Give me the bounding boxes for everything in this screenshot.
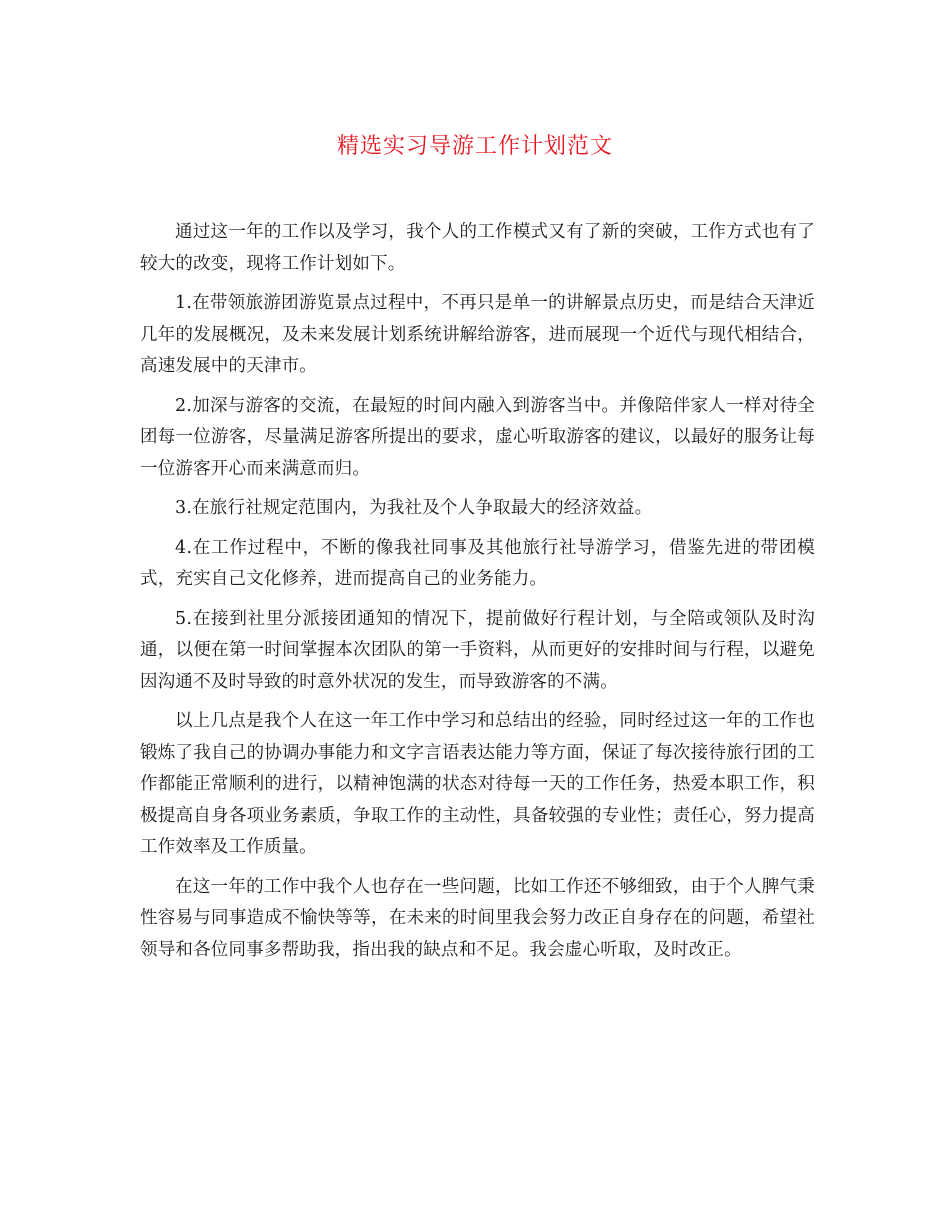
paragraph-item-2: 2.加深与游客的交流，在最短的时间内融入到游客当中。并像陪伴家人一样对待全团每一位游客，尽量满足游客所提出的要求，虚心听取游客的建议，以最好的服务让每一位游客开心而来满意而归。: [140, 395, 815, 479]
paragraph-item-3: 3.在旅行社规定范围内，为我社及个人争取最大的经济效益。: [175, 498, 653, 518]
paragraph-problems: 在这一年的工作中我个人也存在一些问题，比如工作还不够细致，由于个人脾气秉性容易与同事造成不愉快等等，在未来的时间里我会努力改正自身存在的问题，希望社领导和各位同事多帮助我，指出我的缺点和不足。我会虚心听取，及时改正。: [140, 876, 815, 960]
paragraph-item-4: 4.在工作过程中，不断的像我社同事及其他旅行社导游学习，借鉴先进的带团模式，充实自己文化修养，进而提高自己的业务能力。: [140, 537, 815, 589]
paragraph-item-1: 1.在带领旅游团游览景点过程中，不再只是单一的讲解景点历史，而是结合天津近几年的发展概况，及未来发展计划系统讲解给游客，进而展现一个近代与现代相结合，高速发展中的天津市。: [140, 293, 815, 376]
paragraph-summary: 以上几点是我个人在这一年工作中学习和总结出的经验，同时经过这一年的工作也锻炼了我自己的协调办事能力和文字言语表达能力等方面，保证了每次接待旅行团的工作都能正常顺利的进行，以精神饱满的状态对待每一天的工作任务，热爱本职工作，积极提高自身各项业务素质，争取工作的主动性，具备较强的专业性；责任心，努力提高工作效率及工作质量。: [140, 711, 815, 857]
paragraph-intro: 通过这一年的工作以及学习，我个人的工作模式又有了新的突破，工作方式也有了较大的改变，现将工作计划如下。: [140, 222, 815, 274]
document-title: 精选实习导游工作计划范文: [336, 134, 613, 159]
document-body: [140, 217, 815, 974]
paragraph-item-5: 5.在接到社里分派接团通知的情况下，提前做好行程计划，与全陪或领队及时沟通，以便在第一时间掌握本次团队的第一手资料，从而更好的安排时间与行程，以避免因沟通不及时导致的时意外状况的发生，而导致游客的不满。: [140, 608, 815, 692]
